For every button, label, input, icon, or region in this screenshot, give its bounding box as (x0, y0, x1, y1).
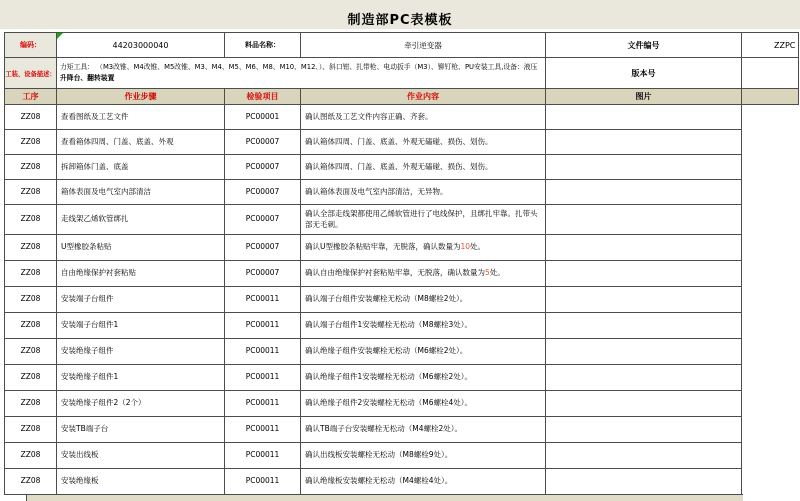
content-text: 确认箱体表面及电气室内部清洁，无异物。 (305, 186, 448, 196)
content-cell[interactable] (301, 205, 546, 235)
table-row (5, 443, 799, 469)
code-value: 44203000040 (112, 40, 169, 50)
item-cell[interactable]: PC00011 (225, 469, 301, 495)
table-row (5, 287, 799, 313)
item-cell[interactable]: PC00011 (225, 313, 301, 339)
image-cell[interactable] (546, 180, 742, 205)
table-row (5, 155, 799, 180)
col-header-item: 检验项目 (225, 89, 301, 105)
item-cell[interactable]: PC00011 (225, 443, 301, 469)
content-cell[interactable] (301, 391, 546, 417)
item-cell[interactable]: PC00007 (225, 155, 301, 180)
image-cell[interactable] (546, 287, 742, 313)
step-cell[interactable]: 安装绝缘板 (57, 469, 225, 495)
process-cell[interactable]: ZZ08 (5, 287, 57, 313)
process-cell[interactable]: ZZ08 (5, 417, 57, 443)
table-row (5, 313, 799, 339)
col-header-spacer (742, 89, 799, 105)
image-cell[interactable] (546, 443, 742, 469)
table-row (5, 339, 799, 365)
step-cell[interactable]: 安装TB端子台 (57, 417, 225, 443)
process-cell[interactable]: ZZ08 (5, 205, 57, 235)
table-row (5, 365, 799, 391)
step-cell[interactable]: U型橡胶条粘贴 (57, 235, 225, 261)
content-text: 确认TB端子台安装螺栓无松动（M4螺栓2处）。 (305, 424, 462, 434)
step-cell[interactable]: 安装出线板 (57, 443, 225, 469)
process-cell[interactable]: ZZ08 (5, 235, 57, 261)
step-cell[interactable]: 查看箱体四周、门盖、底盖、外观 (57, 130, 225, 155)
doc-number-value[interactable]: ZZPC (742, 33, 799, 58)
column-header-row (5, 89, 799, 105)
step-cell[interactable]: 安装端子台组件1 (57, 313, 225, 339)
table-row (5, 105, 799, 130)
tooling-description: 力矩工具： （M3改锥、M4改锥、M5改锥、M3、M4、M5、M6、M8、M10、M12、）、斜口钳、扎带枪、电动扳手（M3）、铆钉枪、PU安装工具,设备：液压 升降台、翻转装置 (60, 63, 538, 82)
col-header-image: 图片 (546, 89, 742, 105)
image-cell[interactable] (546, 261, 742, 287)
item-cell[interactable]: PC00007 (225, 130, 301, 155)
step-cell[interactable]: 安装绝缘子组件2（2个） (57, 391, 225, 417)
image-cell[interactable] (546, 235, 742, 261)
item-cell[interactable]: PC00011 (225, 365, 301, 391)
content-cell[interactable] (301, 105, 546, 130)
content-cell[interactable] (301, 417, 546, 443)
step-cell[interactable]: 安装端子台组件 (57, 287, 225, 313)
content-text: 确认箱体四周、门盖、底盖、外观无磕碰、损伤、划伤。 (305, 161, 493, 171)
title-band (0, 0, 800, 29)
content-text: 确认绝缘板安装螺栓无松动（M4螺栓4处）。 (305, 476, 453, 486)
image-cell[interactable] (546, 391, 742, 417)
image-cell[interactable] (546, 469, 742, 495)
col-header-content: 作业内容 (301, 89, 546, 105)
item-cell[interactable]: PC00007 (225, 235, 301, 261)
content-cell[interactable] (301, 287, 546, 313)
content-cell[interactable] (301, 180, 546, 205)
step-cell[interactable]: 自由绝缘保护衬套粘贴 (57, 261, 225, 287)
content-cell[interactable] (301, 443, 546, 469)
content-cell[interactable] (301, 365, 546, 391)
step-cell[interactable]: 安装绝缘子组件1 (57, 365, 225, 391)
table-row (5, 417, 799, 443)
image-cell[interactable] (546, 155, 742, 180)
item-cell[interactable]: PC00001 (225, 105, 301, 130)
item-cell[interactable]: PC00011 (225, 417, 301, 443)
doc-number-label: 文件编号 (546, 33, 742, 58)
process-cell[interactable]: ZZ08 (5, 155, 57, 180)
tooling-description-cell[interactable] (57, 58, 546, 89)
table-row (5, 235, 799, 261)
tooling-label: 工装、设备描述： (5, 58, 57, 89)
image-cell[interactable] (546, 365, 742, 391)
table-row (5, 180, 799, 205)
content-count-red: 5 (485, 268, 490, 278)
product-name-label: 料品名称： (225, 33, 301, 58)
process-cell[interactable]: ZZ08 (5, 443, 57, 469)
content-text: 确认全部走线架都使用乙烯软管进行了电线保护，且绑扎牢靠。扎带头部无毛刺。 (305, 209, 538, 229)
content-text: 确认绝缘子组件2安装螺栓无松动（M6螺栓4处）。 (305, 398, 473, 408)
item-cell[interactable]: PC00007 (225, 180, 301, 205)
code-value-cell[interactable] (57, 33, 225, 58)
col-header-process: 工序 (5, 89, 57, 105)
content-text-suffix: 处。 (470, 242, 486, 252)
item-cell[interactable]: PC00011 (225, 287, 301, 313)
step-cell[interactable]: 拆卸箱体门盖、底盖 (57, 155, 225, 180)
process-cell[interactable]: ZZ08 (5, 180, 57, 205)
step-cell[interactable]: 安装绝缘子组件 (57, 339, 225, 365)
table-row (5, 261, 799, 287)
version-value[interactable] (742, 58, 799, 89)
table-row (5, 205, 799, 235)
item-cell[interactable]: PC00007 (225, 261, 301, 287)
version-label: 版本号 (546, 58, 742, 89)
process-cell[interactable]: ZZ08 (5, 130, 57, 155)
process-cell[interactable]: ZZ08 (5, 469, 57, 495)
content-text: 确认出线板安装螺栓无松动（M8螺栓9处）。 (305, 450, 453, 460)
process-cell[interactable]: ZZ08 (5, 365, 57, 391)
header-row-code (5, 33, 799, 58)
content-cell[interactable] (301, 155, 546, 180)
process-cell[interactable]: ZZ08 (5, 261, 57, 287)
content-cell[interactable] (301, 235, 546, 261)
header-row-tooling (5, 58, 799, 89)
image-cell[interactable] (546, 205, 742, 235)
process-cell[interactable]: ZZ08 (5, 339, 57, 365)
step-cell[interactable]: 箱体表面及电气室内部清洁 (57, 180, 225, 205)
col-header-step: 作业步骤 (57, 89, 225, 105)
content-text: 确认端子台组件安装螺栓无松动（M8螺栓2处）。 (305, 294, 468, 304)
pc-sheet (4, 32, 799, 495)
process-cell[interactable]: ZZ08 (5, 105, 57, 130)
step-cell[interactable]: 走线架乙烯软管绑扎 (57, 205, 225, 235)
content-text: 确认绝缘子组件安装螺栓无松动（M6螺栓2处）。 (305, 346, 468, 356)
process-cell[interactable]: ZZ08 (5, 391, 57, 417)
table-row (5, 130, 799, 155)
cell-flag-icon (57, 33, 63, 39)
item-cell[interactable]: PC00011 (225, 391, 301, 417)
item-cell[interactable]: PC00007 (225, 205, 301, 235)
image-cell[interactable] (546, 313, 742, 339)
image-cell[interactable] (546, 105, 742, 130)
content-text: 确认端子台组件1安装螺栓无松动（M8螺栓3处）。 (305, 320, 473, 330)
table-row (5, 391, 799, 417)
image-cell[interactable] (546, 417, 742, 443)
item-cell[interactable]: PC00011 (225, 339, 301, 365)
image-cell[interactable] (546, 130, 742, 155)
table-body (5, 105, 799, 495)
content-cell[interactable] (301, 313, 546, 339)
page-title: 制造部PC表模板 (347, 13, 453, 28)
content-text: 确认绝缘子组件1安装螺栓无松动（M6螺栓2处）。 (305, 372, 473, 382)
code-label: 编码： (5, 33, 57, 58)
step-cell[interactable]: 查看图纸及工艺文件 (57, 105, 225, 130)
content-cell[interactable] (301, 469, 546, 495)
content-cell[interactable] (301, 130, 546, 155)
content-text-suffix: 处。 (489, 268, 505, 278)
content-cell[interactable] (301, 339, 546, 365)
table-row (5, 469, 799, 495)
image-cell[interactable] (546, 339, 742, 365)
content-text: 确认自由绝缘保护衬套粘贴牢靠，无脱落，确认数量为 (305, 268, 485, 278)
process-cell[interactable]: ZZ08 (5, 313, 57, 339)
content-count-red: 10 (460, 242, 471, 252)
product-name-value[interactable]: 牵引逆变器 (301, 33, 546, 58)
content-cell[interactable] (301, 261, 546, 287)
content-text: 确认图纸及工艺文件内容正确、齐套。 (305, 111, 433, 121)
content-text: 确认箱体四周、门盖、底盖、外观无磕碰、损伤、划伤。 (305, 136, 493, 146)
content-text: 确认U型橡胶条粘贴牢靠，无脱落，确认数量为 (305, 242, 461, 252)
